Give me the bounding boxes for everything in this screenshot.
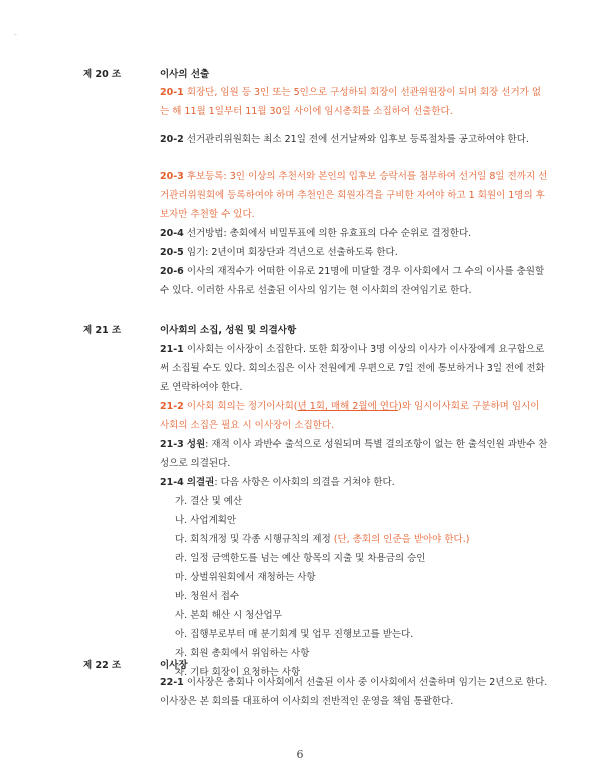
clause-21-1: [160, 340, 548, 397]
clause-number: 21-4: [160, 477, 184, 488]
clause-number: 20-3: [160, 171, 184, 182]
clause-number: 20-2: [160, 134, 184, 145]
clause-number: 20-5: [160, 247, 184, 258]
clause-text: : 재적 이사 과반수 출석으로 성원되며 특별 결의조항이 없는 한 출석인원 과반수 찬성으로 의결된다.: [160, 439, 548, 469]
article-22-title: 이사장: [160, 660, 188, 671]
clause-20-2: [160, 130, 548, 149]
clause-21-2: [160, 397, 548, 435]
clause-text: 후보등록: 3인 이상의 추천서와 본인의 입후보 승락서를 첨부하여 선거일 8일 전까지 선거관리위원회에 등록하여야 하며 추천인은 회원자격을 구비한 자여야 하고 1 회원이 1명의 후보자만 추천할 수 있다.: [160, 171, 548, 220]
list-item-note: (단, 총회의 인준을 받아야 한다.): [330, 534, 470, 545]
article-21-title: 이사회의 소집, 성원 및 의결사항: [160, 325, 297, 336]
clause-text: : 다음 사항은 이사회의 의결을 거쳐야 한다.: [214, 477, 395, 488]
clause-text: : 총회에서 비밀투표에 의한 유효표의 다수 순위로 결정한다.: [223, 228, 472, 239]
clause-21-3: [160, 435, 548, 473]
clause-20-1: [160, 83, 548, 121]
clause-label: 성원: [186, 439, 206, 450]
article-22-heading: 제 22 조: [83, 660, 122, 671]
clause-number: 20-6: [160, 266, 184, 277]
list-item: 라. 일정 금액한도를 넘는 예산 항목의 지출 및 차용금의 승인: [175, 553, 426, 564]
clause-number: 21-2: [160, 401, 184, 412]
list-item: [175, 530, 469, 549]
page-number: 6: [296, 748, 304, 761]
list-item: 차. 기타 회장이 요청하는 사항: [175, 667, 301, 678]
list-item: 아. 집행부로부터 매 분기회계 및 업무 진행보고를 받는다.: [175, 629, 414, 640]
clause-text-underlined: 년 1회, 매해 2월에 연다: [297, 401, 399, 412]
clause-20-5: [160, 243, 548, 262]
clause-number: 22-1: [160, 677, 184, 688]
clause-text: : 2년이며 회장단과 격년으로 선출하도록 한다.: [205, 247, 398, 258]
clause-number: 20-4: [160, 228, 184, 239]
list-item: 나. 사업계획안: [175, 515, 237, 526]
clause-21-4: [160, 473, 548, 492]
clause-20-4: [160, 224, 548, 243]
clause-text: 이사회 회의는 정기이사회(: [186, 401, 298, 412]
voting-items-list: [175, 492, 469, 682]
list-item: 가. 결산 및 예산: [175, 496, 243, 507]
clause-number: 21-1: [160, 344, 184, 355]
clause-text: 이사의 재적수가 어떠한 이유로 21명에 미달할 경우 이사회에서 그 수의 이사를 충원할 수 있다. 이러한 사유로 선출된 이사의 임기는 현 이사회의 잔여임기로 한다.: [160, 266, 545, 296]
clause-text: 선거관리위원회는 최소 21일 전에 선거날짜와 입후보 등록절차를 공고하여야 한다.: [186, 134, 529, 145]
clause-text: )와 임시이사회로 구분하며 임시이사회의 소집은 필요 시 이사장이 소집한다.: [160, 401, 540, 431]
list-item: 마. 상벌위원회에서 재청하는 사항: [175, 572, 316, 583]
list-item: 사. 본회 해산 시 청산업무: [175, 610, 282, 621]
list-item: 바. 청원서 접수: [175, 591, 240, 602]
list-item-text: 다. 회칙개정 및 각종 시행규칙의 제정: [175, 534, 331, 545]
clause-20-6: [160, 262, 548, 300]
clause-20-3: [160, 167, 548, 224]
article-20-heading: 제 20 조: [83, 69, 122, 80]
article-20-title: 이사의 선출: [160, 69, 210, 80]
clause-text: 이사장은 총회나 이사회에서 선출된 이사 중 이사회에서 선출하며 임기는 2년으로 한다. 이사장은 본 회의를 대표하여 이사회의 전반적인 운영을 책임 통괄한다.: [160, 677, 548, 707]
list-item: 자. 회원 총회에서 위임하는 사항: [175, 648, 310, 659]
clause-label: 의결권: [186, 477, 215, 488]
corner-mark: -: [14, 30, 17, 39]
clause-label: 선거방법: [186, 228, 224, 239]
clause-text: 이사회는 이사장이 소집한다. 또한 회장이나 3명 이상의 이사가 이사장에게 요구함으로써 소집될 수도 있다. 회의소집은 이사 전원에게 우편으로 7일 전에 통보하거나 3일 전에 전화로 연락하여야 한다.: [160, 344, 545, 393]
clause-22-1: [160, 673, 548, 711]
clause-label: 임기: [186, 247, 206, 258]
clause-number: 20-1: [160, 87, 184, 98]
clause-number: 21-3: [160, 439, 184, 450]
article-21-heading: 제 21 조: [83, 325, 122, 336]
clause-text: 회장단, 임원 등 3인 또는 5인으로 구성하되 회장이 선관위원장이 되며 회장 선거가 없는 해 11월 1일부터 11월 30일 사이에 임시총회를 소집하여 선출한다.: [160, 87, 542, 117]
